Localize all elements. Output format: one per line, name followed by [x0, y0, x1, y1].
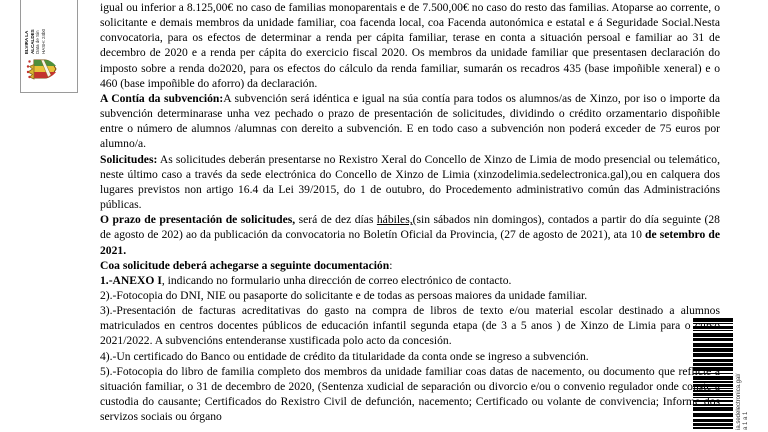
document-body — [100, 0, 720, 424]
barcode-page-indicator: a 1 a 1 — [743, 411, 750, 430]
barcode-bar — [693, 427, 733, 429]
barcode-caption — [736, 316, 762, 430]
digital-signature-stamp — [20, 0, 78, 93]
para-contia: A Contía da subvención:A subvención será idéntica e igual na súa contía para todos os alumnos/as de Xinzo, por iso o importe da subvención determinarase unha vez pechado o prazo de presentación de solicitudes, dividindo o crédito orzamentario dispoñible entre o número de alumnos /alumnas con dereito a subvención. E en todo caso a subvención non poderá exceder de 75 euros por alumno/a. — [100, 91, 720, 151]
stamp-sign-date: Data de Sin — [35, 30, 41, 54]
stamp-signer-role: ALCALDES — [29, 29, 35, 54]
para-documentacion-titulo: Coa solicitude deberá achegarse a seguinte documentación: — [100, 258, 393, 272]
stamp-text-block — [21, 0, 78, 57]
barcode-url: ia.sedelectronica.gal/ — [736, 373, 742, 430]
para-renda-limites: igual ou inferior a 8.125,00€ no caso de familias monoparentais e de 7.500,00€ no caso do resto das familias. Atoparse ao corrente, o solicitante e demais membros da unidade familiar, coa facenda local, coa Facenda autonómica e estatal e á Seguridade Social.Nesta convocatoria, para os efectos de determinar a renda per cápita familiar, terase en conta a situación persoal e familiar ao 31 de decembro de 2020 e a renda per cápita do exercicio fiscal 2020. Os membros da unidade familiar que presentasen declaración do imposto sobre a renda do2020, para os efectos do cálculo da renda familiar, sumarán os recadros 435 (base impoñible xeneral) e o 460 (base impoñible do aforro) da declaración. — [100, 1, 720, 90]
para-prazo: O prazo de presentación de solicitudes, será de dez días hábiles,(sin sábados nin domingos), contados a partir do día seguinte (28 de agosto de 202) ao da publicación da convocatoria no Boletín Oficial da Provincia, (27 de agosto de 2021), ata 10 de setembro de 2021. — [100, 213, 720, 257]
item-3: 3).-Presentación de facturas acreditativas do gasto na compra de libros de texto e/ou material escolar destinado a alumnos matriculados en centros docentes públicos de educación infantil segunda etapa (de 3 a 5 anos ) de Xinzo de Limia para o curso 2021/2022. A subvencións entenderanse xustificada polo acto da concesión. — [100, 304, 720, 348]
stamp-signer-name: ELVIRA LA — [24, 30, 29, 54]
item-2: 2).-Fotocopia do DNI, NIE ou pasaporte do solicitante e de todas as persoas maiores da unidade familiar. — [100, 288, 588, 302]
stamp-hash: HASH: 24b0 — [40, 28, 46, 54]
item-5: 5).-Fotocopia do libro de familia completo dos membros da unidade familiar coas datas de nacemento, ou documento que reflicte a situación familiar, o 31 de decembro de 2020, (Sentenza xudicial de separación ou divorcio e/ou o convenio regulador onde conste a custodia do causante; Certificados do Rexistro Civil de defunción, nacemento; Certificado ou volante de convivencia; Informe dos servizos sociais ou órgano — [100, 364, 720, 424]
coat-of-arms-icon — [26, 53, 58, 85]
para-solicitudes: Solicitudes: As solicitudes deberán presentarse no Rexistro Xeral do Concello de Xinzo de Limia de modo presencial ou telemático, neste último caso a través da sede electrónica do Concello de Xinzo de Limia (xinzodelimia.sedelectronica.gal),ou en calquera dos lugares previstos non artigo 16.4 da Lei 39/2015, do 1 de outubro, do Procedemento administrativo común das Administracións públicas. — [100, 152, 720, 212]
item-4: 4).-Un certificado do Banco ou entidade de crédito da titularidade da conta onde se ingreso a subvención. — [100, 349, 589, 363]
item-1: 1.-ANEXO I, indicando no formulario unha dirección de correo electrónico de contacto. — [100, 273, 512, 287]
